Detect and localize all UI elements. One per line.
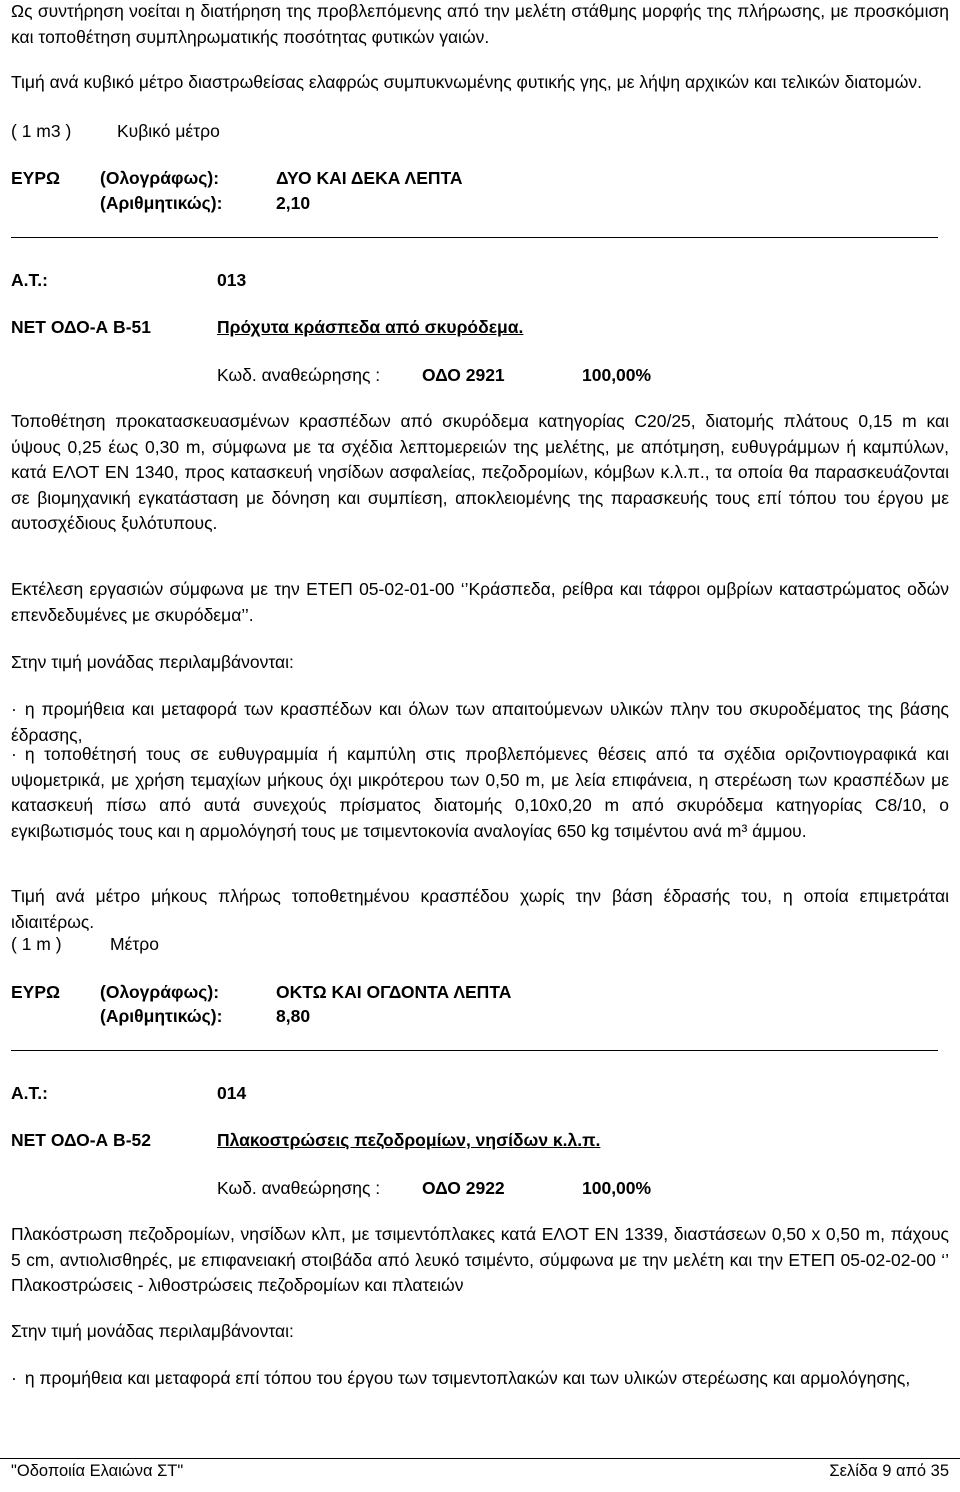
item1-bullet-2: · η τοποθέτησή τους σε ευθυγραμμία ή καμπύλη στις προβλεπόμενες θέσεις από τα σχέδια οριζοντιογραφικά και υψομετρικά, με χρήση τεμαχίων μήκους όχι μικρότερου των 0,50 m, με λεία επιφάνεια, η στερέωση των κρασπέδων με κατασκευή πίσω από αυτά συνεχούς πρίσματος διατομής 0,10x0,20 m από σκυρόδεμα κατηγορίας C8/10, ο εγκιβωτισμός τους και η αρμολόγησή τους με τσιμεντοκονία αναλογίας 650 kg τσιμέντου ανά m³ άμμου.: [11, 742, 949, 844]
price2-words: ΟΚΤΩ ΚΑΙ ΟΓΔΟΝΤΑ ΛΕΠΤΑ: [276, 982, 512, 1002]
item1-title: Πρόχυτα κράσπεδα από σκυρόδεμα.: [217, 317, 524, 337]
price1-currency: ΕΥΡΩ: [11, 168, 61, 188]
unit-name-2: Μέτρο: [110, 934, 159, 954]
price1-num: 2,10: [276, 193, 311, 213]
intro-paragraph-2: Τιμή ανά κυβικό μέτρο διαστρωθείσας ελαφρώς συμπυκνωμένης φυτικής γης, με λήψη αρχικών και τελικών διατομών.: [11, 72, 922, 92]
item1-paragraph-2: Εκτέλεση εργασιών σύμφωνα με την ΕΤΕΠ 05-02-01-00 ‘’Κράσπεδα, ρείθρα και τάφροι ομβρίων καταστρώματος οδών επενδεδυμένες με σκυρόδεμα’’.: [11, 579, 949, 625]
unit-code-1: ( 1 m3 ): [11, 121, 72, 141]
separator-line-1: [11, 237, 938, 238]
unit-name-1: Κυβικό μέτρο: [117, 121, 220, 141]
item2-title: Πλακοστρώσεις πεζοδρομίων, νησίδων κ.λ.π.: [217, 1130, 601, 1150]
price2-currency: ΕΥΡΩ: [11, 982, 61, 1002]
price1-words: ΔΥΟ ΚΑΙ ΔΕΚΑ ΛΕΠΤΑ: [276, 168, 463, 188]
item1-rev-pct: 100,00%: [582, 365, 652, 385]
item2-at: 014: [217, 1083, 247, 1103]
unit-code-2: ( 1 m ): [11, 934, 62, 954]
item2-code: ΝΕΤ ΟΔΟ-Α Β-52: [11, 1130, 151, 1150]
item2-bullet-1: · η προμήθεια και μεταφορά επί τόπου του έργου των τσιμεντοπλακών και των υλικών στερέωσης και αρμολόγησης,: [11, 1366, 949, 1392]
item2-includes-label: Στην τιμή μονάδας περιλαμβάνονται:: [11, 1321, 294, 1341]
item1-code: ΝΕΤ ΟΔΟ-Α Β-51: [11, 317, 151, 337]
item2-rev-pct: 100,00%: [582, 1178, 652, 1198]
item1-paragraph-1: Τοποθέτηση προκατασκευασμένων κρασπέδων από σκυρόδεμα κατηγορίας C20/25, διατομής πλάτους 0,15 m και ύψους 0,25 έως 0,30 m, σύμφωνα με τα σχέδια λεπτομερειών της μελέτης, με απότμηση, ευθυγράμμων ή καμπύλων, κατά ΕΛΟΤ ΕΝ 1340, προς κατασκευή νησίδων ασφαλείας, πεζοδρομίων, κόμβων κ.λ.π., τα οποία θα παρασκευάζονται σε βιομηχανική εγκατάσταση με δόνηση και συμπίεση, αποκλειομένης της παρασκευής τους επί τόπου του έργου με αυτοσχέδιους ξυλότυπους.: [11, 411, 949, 534]
item2-rev-label: Κωδ. αναθεώρησης :: [217, 1178, 381, 1198]
item1-at: 013: [217, 270, 247, 290]
footer-right: Σελίδα 9 από 35: [829, 1462, 949, 1480]
price2-num-label: (Αριθμητικώς):: [100, 1006, 223, 1026]
price2-num: 8,80: [276, 1006, 311, 1026]
item2-rev-code: ΟΔΟ 2922: [422, 1178, 505, 1198]
footer-left: "Οδοποιία Ελαιώνα ΣΤ": [11, 1462, 184, 1480]
item2-at-label: Α.Τ.:: [11, 1083, 48, 1103]
item1-rev-label: Κωδ. αναθεώρησης :: [217, 365, 381, 385]
price1-words-label: (Ολογράφως):: [100, 168, 220, 188]
item1-rev-code: ΟΔΟ 2921: [422, 365, 505, 385]
price2-words-label: (Ολογράφως):: [100, 982, 220, 1002]
intro-paragraph-1: Ως συντήρηση νοείται η διατήρηση της προβλεπόμενης από την μελέτη στάθμης μορφής της πλήρωσης, με προσκόμιση και τοποθέτηση συμπληρωματικής ποσότητας φυτικών γαιών.: [11, 1, 949, 47]
footer-line: [0, 1458, 960, 1459]
item1-bullet-1: · η προμήθεια και μεταφορά των κρασπέδων και όλων των απαιτούμενων υλικών πλην του σκυροδέματος της βάσης έδρασης,: [11, 697, 949, 748]
item2-paragraph-1: Πλακόστρωση πεζοδρομίων, νησίδων κλπ, με τσιμεντόπλακες κατά ΕΛΟΤ ΕΝ 1339, διαστάσεων 0,50 x 0,50 m, πάχους 5 cm, αντιολισθηρές, με επιφανειακή στοιβάδα από λευκό τσιμέντο, σύμφωνα με την μελέτη και την ΕΤΕΠ 05-02-02-00 ‘’ Πλακοστρώσεις - λιθοστρώσεις πεζοδρομίων και πλατειών: [11, 1224, 949, 1296]
item1-includes-label: Στην τιμή μονάδας περιλαμβάνονται:: [11, 652, 294, 672]
item1-at-label: Α.Τ.:: [11, 270, 48, 290]
item1-paragraph-3: Τιμή ανά μέτρο μήκους πλήρως τοποθετημένου κρασπέδου χωρίς την βάση έδρασής του, η οποία επιμετράται ιδιαιτέρως.: [11, 886, 949, 932]
price1-num-label: (Αριθμητικώς):: [100, 193, 223, 213]
separator-line-2: [11, 1050, 938, 1051]
